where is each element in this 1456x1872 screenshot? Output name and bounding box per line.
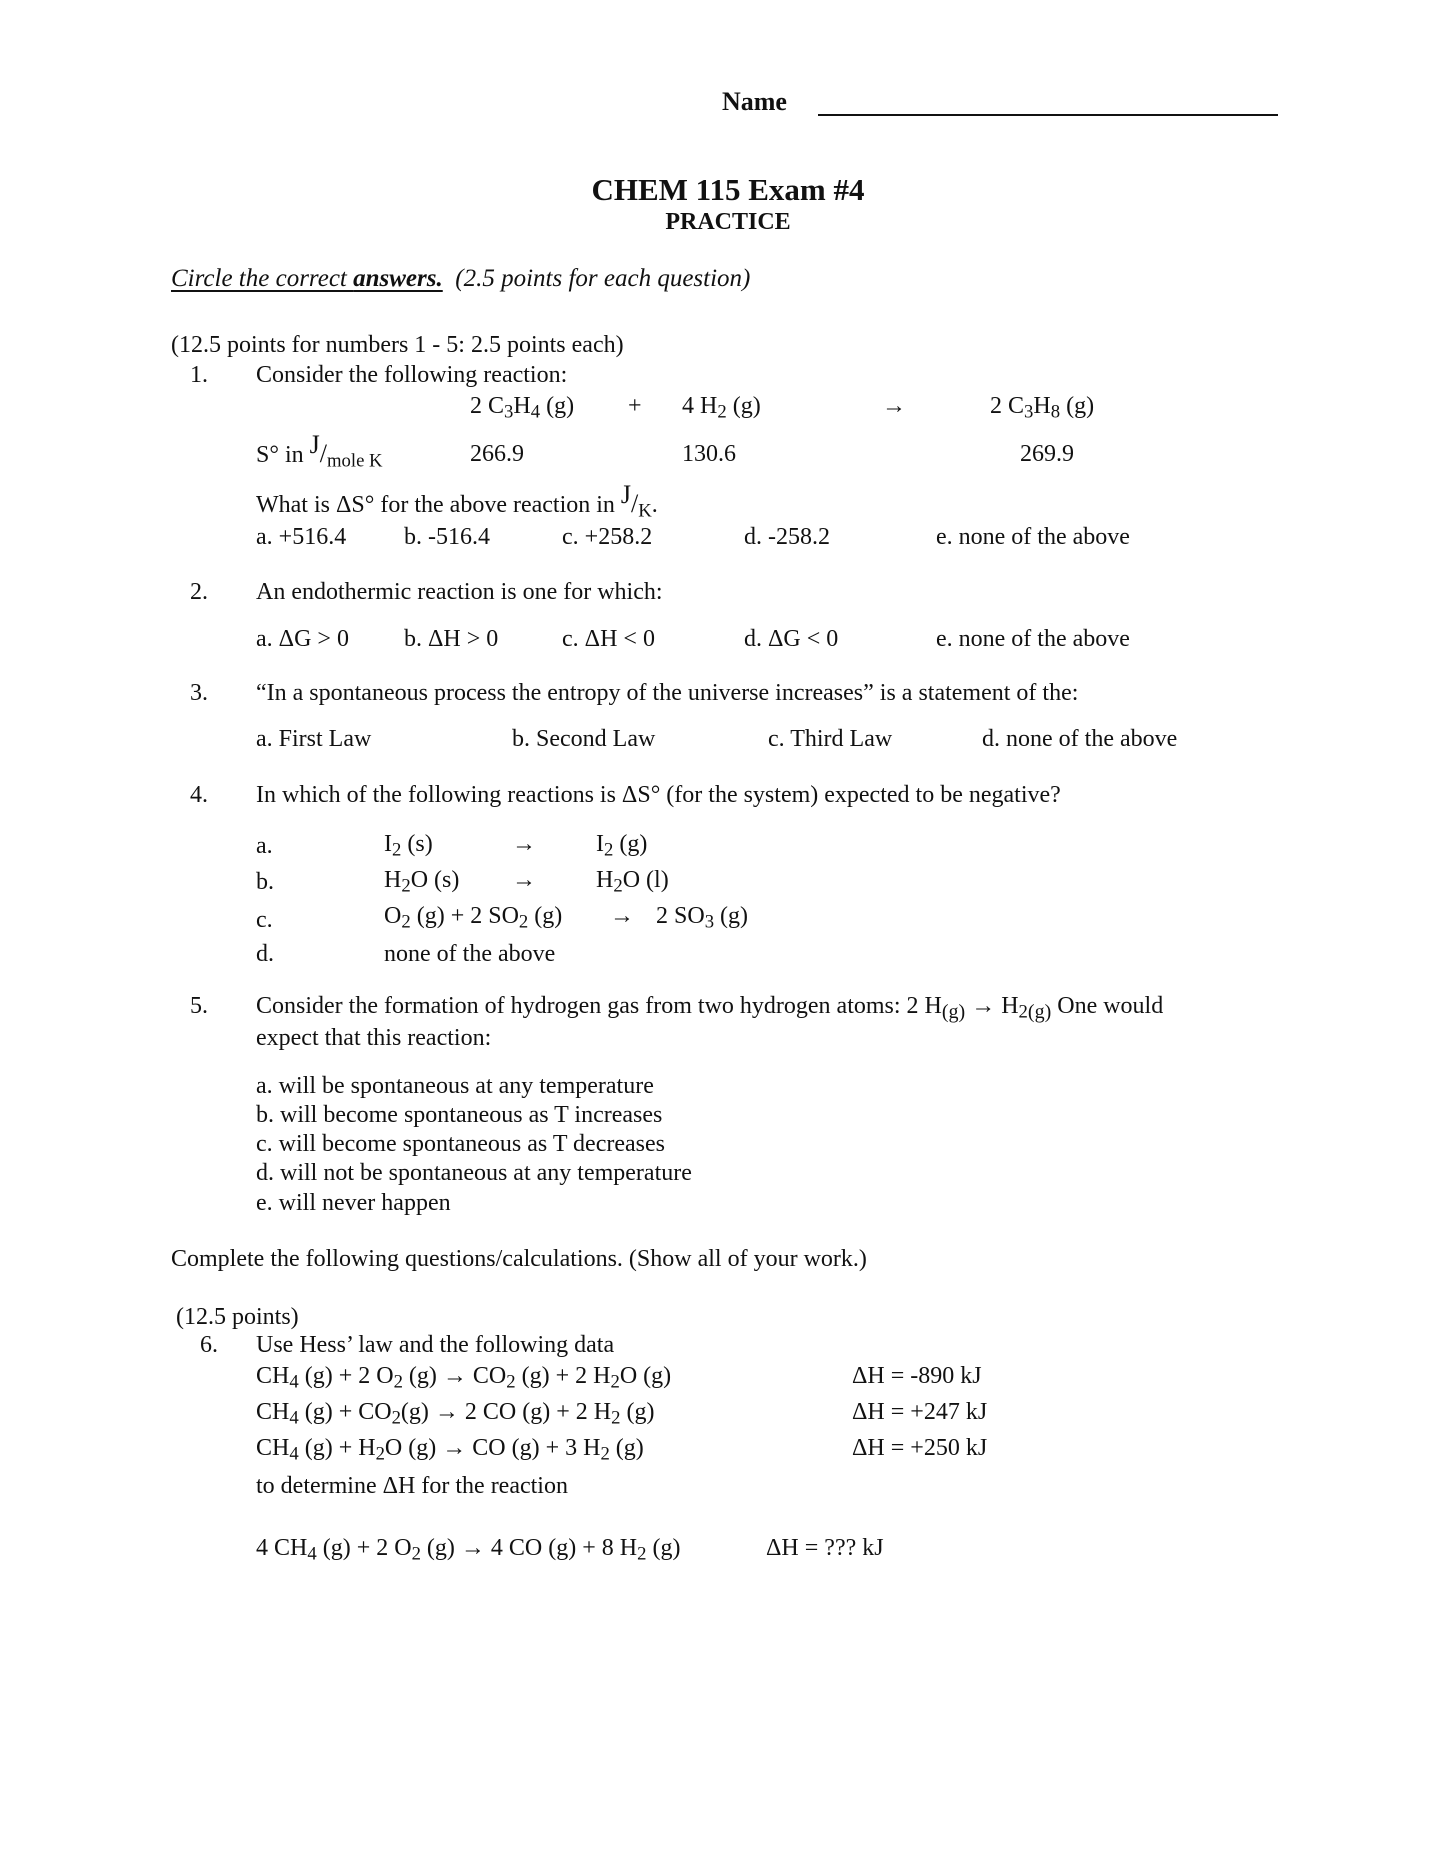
question-number: 5. xyxy=(190,993,208,1019)
reaction-a-left: $I_2$ (s) xyxy=(384,831,433,861)
entropy-label: S° in $^J/_{mole K}$ xyxy=(256,430,383,472)
enthalpy-3: ΔH = +250 kJ xyxy=(852,1435,988,1461)
target-enthalpy: ΔH = ??? kJ xyxy=(766,1535,884,1561)
question-prompt: What is ΔS° for the above reaction in $^J/_K$. xyxy=(256,480,658,522)
reactant-1: 2 $C_3H_4$ (g) xyxy=(470,393,575,423)
choice-a[interactable]: a. will be spontaneous at any temperature xyxy=(256,1073,654,1099)
instructions-prefix: Circle the correct xyxy=(171,265,354,292)
question-text: Use Hess’ law and the following data xyxy=(256,1332,615,1358)
choice-b[interactable]: b. Second Law xyxy=(512,726,656,752)
instructions-points: (2.5 points for each question) xyxy=(455,265,751,292)
entropy-value-3: 269.9 xyxy=(1020,441,1074,467)
choice-d[interactable]: d. -258.2 xyxy=(744,524,830,550)
enthalpy-2: ΔH = +247 kJ xyxy=(852,1399,988,1425)
question-text: Consider the formation of hydrogen gas from two hydrogen atoms: 2 $H_{(g)} \to H_{2(g)}$ One would xyxy=(256,993,1164,1023)
choice-d[interactable]: d. ΔG < 0 xyxy=(744,626,839,652)
reaction-a-right: $I_2$ (g) xyxy=(596,831,648,861)
reaction-arrow: → xyxy=(882,393,906,419)
entropy-value-1: 266.9 xyxy=(470,441,524,467)
question-text: In which of the following reactions is ΔS° (for the system) expected to be negative? xyxy=(256,782,1061,808)
question-text: An endothermic reaction is one for which: xyxy=(256,579,663,605)
question-text: “In a spontaneous process the entropy of the universe increases” is a statement of the: xyxy=(256,680,1079,706)
instructions-part1 xyxy=(171,264,750,294)
reaction-arrow: → xyxy=(512,831,536,857)
choice-a[interactable]: a. xyxy=(256,833,273,859)
question-number: 6. xyxy=(200,1332,218,1358)
choice-b[interactable]: b. ΔH > 0 xyxy=(404,626,499,652)
choice-d[interactable]: d. xyxy=(256,941,274,967)
page-subtitle: PRACTICE xyxy=(665,209,791,235)
choice-b[interactable]: b. xyxy=(256,869,274,895)
reaction-arrow: → xyxy=(512,867,536,893)
entropy-value-2: 130.6 xyxy=(682,441,736,467)
choice-a[interactable]: a. First Law xyxy=(256,726,372,752)
hess-equation-3: $CH_4$ $(g) + H_2O$ (g) → CO (g) + 3 $H_2$ (g) xyxy=(256,1435,644,1465)
name-field[interactable] xyxy=(818,86,1278,116)
page-title: CHEM 115 Exam #4 xyxy=(591,172,865,207)
product: 2 $C_3H_8$ (g) xyxy=(990,393,1095,423)
hess-equation-1: $CH_4$ (g) + 2 $O_2$ $(g) \to CO_2$ (g) + 2 $H_2O$ (g) xyxy=(256,1363,672,1393)
choice-a[interactable]: a. +516.4 xyxy=(256,524,347,550)
choice-e[interactable]: e. will never happen xyxy=(256,1190,451,1216)
reaction-c-reactants: $O_2$ (g) + 2 $SO_2$ (g) xyxy=(384,903,563,933)
choice-c[interactable]: c. xyxy=(256,907,273,933)
question-number: 1. xyxy=(190,362,208,388)
plus-sign: + xyxy=(628,393,642,419)
determine-text: to determine ΔH for the reaction xyxy=(256,1473,568,1499)
choice-b[interactable]: b. will become spontaneous as T increases xyxy=(256,1102,663,1128)
reaction-b-right: $H_2O$ (l) xyxy=(596,867,669,897)
choice-c[interactable]: c. will become spontaneous as T decreases xyxy=(256,1131,665,1157)
reaction-c-product: 2 $SO_3$ (g) xyxy=(656,903,749,933)
choice-d[interactable]: d. will not be spontaneous at any temperature xyxy=(256,1160,692,1186)
enthalpy-1: ΔH = -890 kJ xyxy=(852,1363,982,1389)
reaction-arrow: → xyxy=(610,903,634,929)
choice-c[interactable]: c. +258.2 xyxy=(562,524,653,550)
choice-c[interactable]: c. ΔH < 0 xyxy=(562,626,655,652)
choice-e[interactable]: e. none of the above xyxy=(936,626,1130,652)
name-label: Name xyxy=(722,87,787,116)
choice-c[interactable]: c. Third Law xyxy=(768,726,893,752)
question-number: 2. xyxy=(190,579,208,605)
reactant-2: 4 $H_2$ (g) xyxy=(682,393,761,423)
choice-b[interactable]: b. -516.4 xyxy=(404,524,490,550)
section1-points: (12.5 points for numbers 1 - 5: 2.5 points each) xyxy=(171,332,624,358)
question-number: 3. xyxy=(190,680,208,706)
section2-points: (12.5 points) xyxy=(176,1304,299,1330)
hess-equation-2: $CH_4$ $(g) + CO_2(g) \to 2$ CO (g) + 2 $H_2$ (g) xyxy=(256,1399,655,1429)
instructions-bold: answers. xyxy=(353,265,443,292)
question-text-line2: expect that this reaction: xyxy=(256,1025,492,1051)
question-number: 4. xyxy=(190,782,208,808)
choice-d[interactable]: d. none of the above xyxy=(982,726,1178,752)
instructions-part2: Complete the following questions/calculations. (Show all of your work.) xyxy=(171,1246,867,1272)
reaction-d-text: none of the above xyxy=(384,941,556,967)
reaction-b-left: $H_2O$ (s) xyxy=(384,867,460,897)
target-reaction: 4 $CH_4$ (g) + 2 $O_2$ (g) → 4 CO (g) + 8 $H_2$ (g) xyxy=(256,1535,681,1565)
question-text: Consider the following reaction: xyxy=(256,362,568,388)
choice-e[interactable]: e. none of the above xyxy=(936,524,1130,550)
choice-a[interactable]: a. ΔG > 0 xyxy=(256,626,349,652)
